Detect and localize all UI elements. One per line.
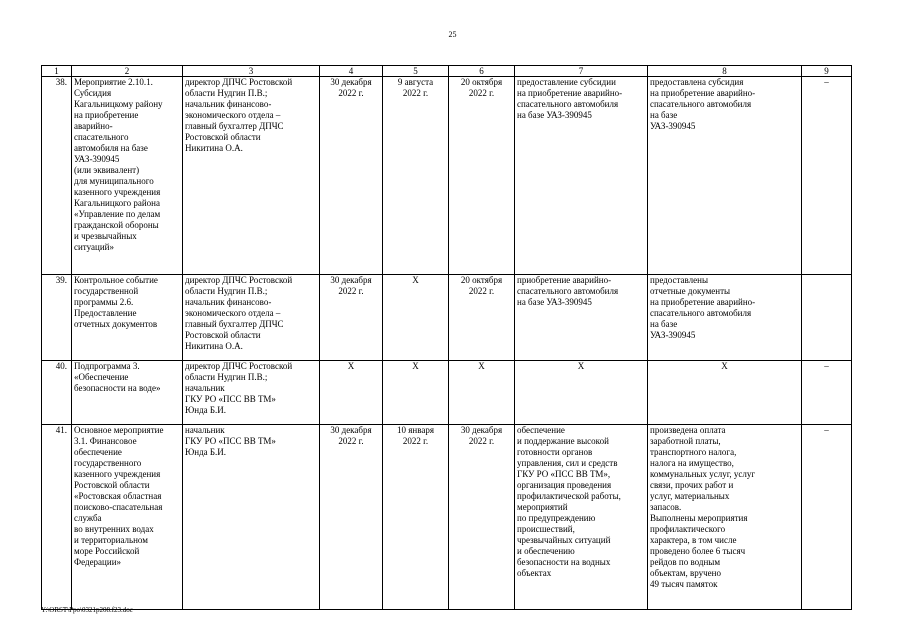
deadline-cell: Х xyxy=(320,361,383,425)
notes-cell xyxy=(802,275,852,361)
header-cell: 1 xyxy=(42,66,72,77)
notes-cell: – xyxy=(802,77,852,275)
event-cell: Контрольное событие государственной программы 2.6. Предоставление отчетных документов xyxy=(72,275,183,361)
deadline-cell: 30 декабря 2022 г. xyxy=(320,425,383,610)
start-date-cell: Х xyxy=(383,275,449,361)
table-row xyxy=(42,275,852,361)
header-row xyxy=(42,66,852,77)
expected-result-cell: Х xyxy=(515,361,648,425)
actual-result-cell: произведена оплата заработной платы, транспортного налога, налога на имущество, коммунальных услуг, услуг связи, прочих работ и услуг, материальных запасов. Выполнены мероприятия профилактического характера, в том числе проведено более 6 тысяч рейдов по водным объектам, вручено 49 тысяч памяток xyxy=(648,425,802,610)
header-cell: 7 xyxy=(515,66,648,77)
end-date-cell: 20 октября 2022 г. xyxy=(449,77,515,275)
start-date-cell: 10 января 2022 г. xyxy=(383,425,449,610)
plan-table xyxy=(41,65,852,610)
actual-result-cell: предоставлена субсидия на приобретение аварийно- спасательного автомобиля на базе УАЗ-390945 xyxy=(648,77,802,275)
header-cell: 3 xyxy=(183,66,320,77)
end-date-cell: Х xyxy=(449,361,515,425)
responsible-cell: директор ДПЧС Ростовской области Нудгин П.В.; начальник ГКУ РО «ПСС ВВ ТМ» Юнда Б.И. xyxy=(183,361,320,425)
expected-result-cell: обеспечение и поддержание высокой готовности органов управления, сил и средств ГКУ РО «ПСС ВВ ТМ», организация проведения профилактической работы, мероприятий по предупреждению происшествий, чрезвычайных ситуаций и обеспечению безопасности на водных объектах xyxy=(515,425,648,610)
start-date-cell: Х xyxy=(383,361,449,425)
responsible-cell: начальник ГКУ РО «ПСС ВВ ТМ» Юнда Б.И. xyxy=(183,425,320,610)
event-cell: Основное мероприятие 3.1. Финансовое обеспечение государственного казенного учреждения Ростовской области «Ростовская областная поисково-спасательная служба во внутренних водах и территориальном море Российской Федерации» xyxy=(72,425,183,610)
deadline-cell: 30 декабря 2022 г. xyxy=(320,275,383,361)
table-row xyxy=(42,425,852,610)
header-cell: 6 xyxy=(449,66,515,77)
table-row xyxy=(42,361,852,425)
header-cell: 4 xyxy=(320,66,383,77)
end-date-cell: 20 октября 2022 г. xyxy=(449,275,515,361)
table-row xyxy=(42,77,852,275)
row-number: 40. xyxy=(42,361,72,425)
row-number: 38. xyxy=(42,77,72,275)
header-cell: 5 xyxy=(383,66,449,77)
header-cell: 2 xyxy=(72,66,183,77)
actual-result-cell: Х xyxy=(648,361,802,425)
header-cell: 9 xyxy=(802,66,852,77)
expected-result-cell: предоставление субсидии на приобретение аварийно- спасательного автомобиля на базе УАЗ-390945 xyxy=(515,77,648,275)
expected-result-cell: приобретение аварийно- спасательного автомобиля на базе УАЗ-390945 xyxy=(515,275,648,361)
deadline-cell: 30 декабря 2022 г. xyxy=(320,77,383,275)
end-date-cell: 30 декабря 2022 г. xyxy=(449,425,515,610)
responsible-cell: директор ДПЧС Ростовской области Нудгин П.В.; начальник финансово- экономического отдела – главный бухгалтер ДПЧС Ростовской области Никитина О.А. xyxy=(183,77,320,275)
start-date-cell: 9 августа 2022 г. xyxy=(383,77,449,275)
row-number: 41. xyxy=(42,425,72,610)
responsible-cell: директор ДПЧС Ростовской области Нудгин П.В.; начальник финансово- экономического отдела – главный бухгалтер ДПЧС Ростовской области Никитина О.А. xyxy=(183,275,320,361)
file-path-footer: Y:\ORST\Ppo\0321p208.f23.doc xyxy=(41,606,133,614)
notes-cell: – xyxy=(802,361,852,425)
actual-result-cell: предоставлены отчетные документы на приобретение аварийно- спасательного автомобиля на базе УАЗ-390945 xyxy=(648,275,802,361)
event-cell: Подпрограмма 3. «Обеспечение безопасности на воде» xyxy=(72,361,183,425)
row-number: 39. xyxy=(42,275,72,361)
page-number: 25 xyxy=(448,30,457,39)
notes-cell: – xyxy=(802,425,852,610)
event-cell: Мероприятие 2.10.1. Субсидия Кагальницкому району на приобретение аварийно- спасательного автомобиля на базе УАЗ-390945 (или эквивалент) для муниципального казенного учреждения Кагальницкого района «Управление по делам гражданской обороны и чрезвычайных ситуаций» xyxy=(72,77,183,275)
header-cell: 8 xyxy=(648,66,802,77)
